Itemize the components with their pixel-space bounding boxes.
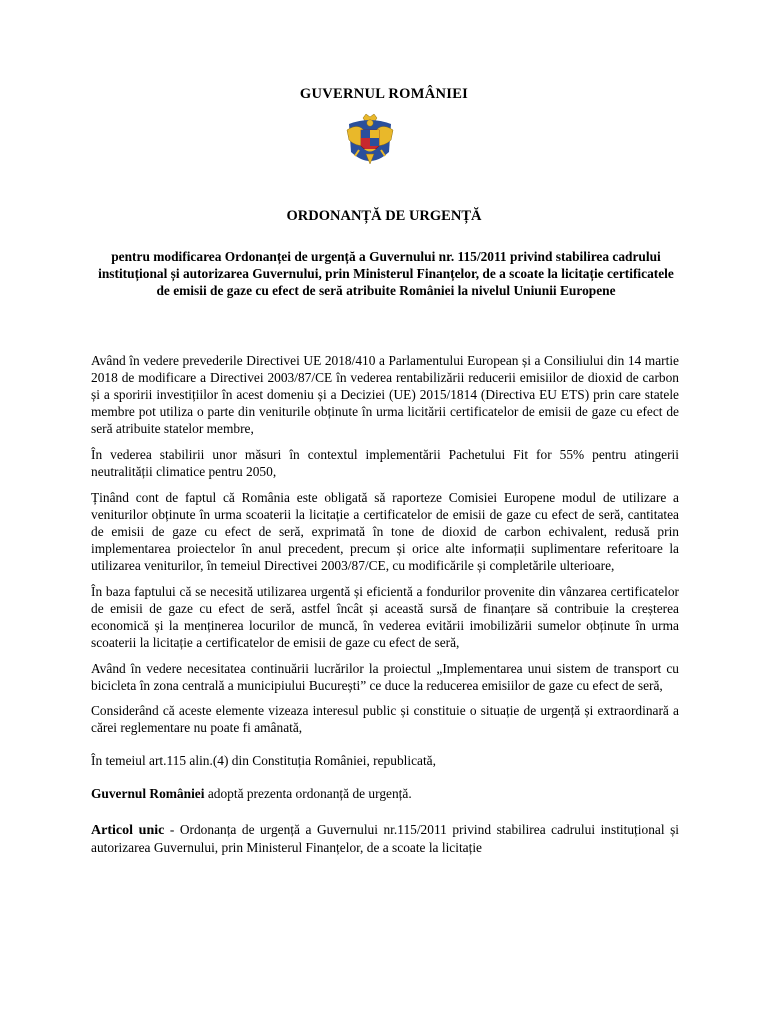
article-unic bbox=[91, 821, 679, 856]
adoption-subject: Guvernul României bbox=[91, 786, 205, 802]
government-title: GUVERNUL ROMÂNIEI bbox=[299, 86, 469, 102]
preamble-paragraph-2: În vederea stabilirii unor măsuri în contextul implementării Pachetului Fit for 55% pentru atingerii neutralității climatice pentru 2050, bbox=[91, 446, 679, 480]
adoption-statement bbox=[91, 785, 679, 802]
preamble-paragraph-1: Având în vedere prevederile Directivei UE 2018/410 a Parlamentului European și a Consiliului din 14 martie 2018 de modificare a Directivei 2003/87/CE în vederea rentabilizării reducerii emisiilor de dioxid de carbon și a sporirii investițiilor în acest domeniu și a Deciziei (UE) 2015/1814 (Directiva EU ETS) prin care statele membre pot utiliza o parte din veniturile obținute în urma licitării certificatelor de emisii de gaze cu efect de seră atribuite statelor membre, bbox=[91, 353, 679, 437]
ordinance-body bbox=[91, 352, 679, 864]
article-text: - Ordonanța de urgență a Guvernului nr.115/2011 privind stabilirea cadrului instituțional și autorizarea Guvernului, prin Ministerul Finanțelor, de a scoate la licitație bbox=[91, 821, 680, 855]
preamble-paragraph-5: Având în vedere necesitatea continuării lucrărilor la proiectul „Implementarea unui sistem de transport cu bicicleta în zona centrală a municipiului București” ce duce la reducerea emisiilor de gaze cu efect de seră, bbox=[91, 660, 679, 693]
ordinance-subject: pentru modificarea Ordonanței de urgență a Guvernului nr. 115/2011 privind stabilirea cadrului instituțional și autorizarea Guvernului, prin Ministerul Finanțelor, de a scoate la licitație certificatele de emisii de gaze cu efect de seră atribuite României la nivelul Uniunii Europene bbox=[98, 249, 674, 298]
preamble-paragraph-6: Considerând că aceste elemente vizeaza interesul public și constituie o situație de urgență și extraordinară a cărei reglementare nu poate fi amânată, bbox=[91, 703, 679, 736]
preamble-paragraph-4: În baza faptului că se necesită utilizarea urgentă și eficientă a fondurilor provenite din vânzarea certificatelor de emisii de gaze cu efect de seră, astfel încât și această sursă de finanțare să contribuie la creșterea economică și la menținerea locurilor de muncă, în vederea evitării imobilizării sumelor obținute în urma scoaterii la licitație a certificatelor de emisii de gaze cu efect de seră, bbox=[91, 583, 679, 650]
preamble-paragraph-3: Ținând cont de faptul că România este obligată să raporteze Comisiei Europene modul de utilizare a veniturilor obținute în urma scoaterii la licitație a certificatelor de emisii de gaze cu efect de seră, cantitatea de emisii de gaze cu efect de seră, exprimată în tone de dioxid de carbon echivalent, redusă prin implementarea proiectelor în anul precedent, precum și orice alte informații suplimentare referitoare la utilizarea veniturilor, în temeiul Directivei 2003/87/CE, cu modificările și completările ulterioare, bbox=[91, 489, 679, 574]
romanian-coat-of-arms-icon bbox=[339, 112, 401, 174]
legal-basis: În temeiul art.115 alin.(4) din Constituția României, republicată, bbox=[91, 753, 436, 769]
adoption-rest: adoptă prezenta ordonanță de urgență. bbox=[204, 786, 412, 802]
document-type-title: ORDONANȚĂ DE URGENȚĂ bbox=[286, 208, 482, 224]
article-label: Articol unic bbox=[91, 822, 165, 838]
